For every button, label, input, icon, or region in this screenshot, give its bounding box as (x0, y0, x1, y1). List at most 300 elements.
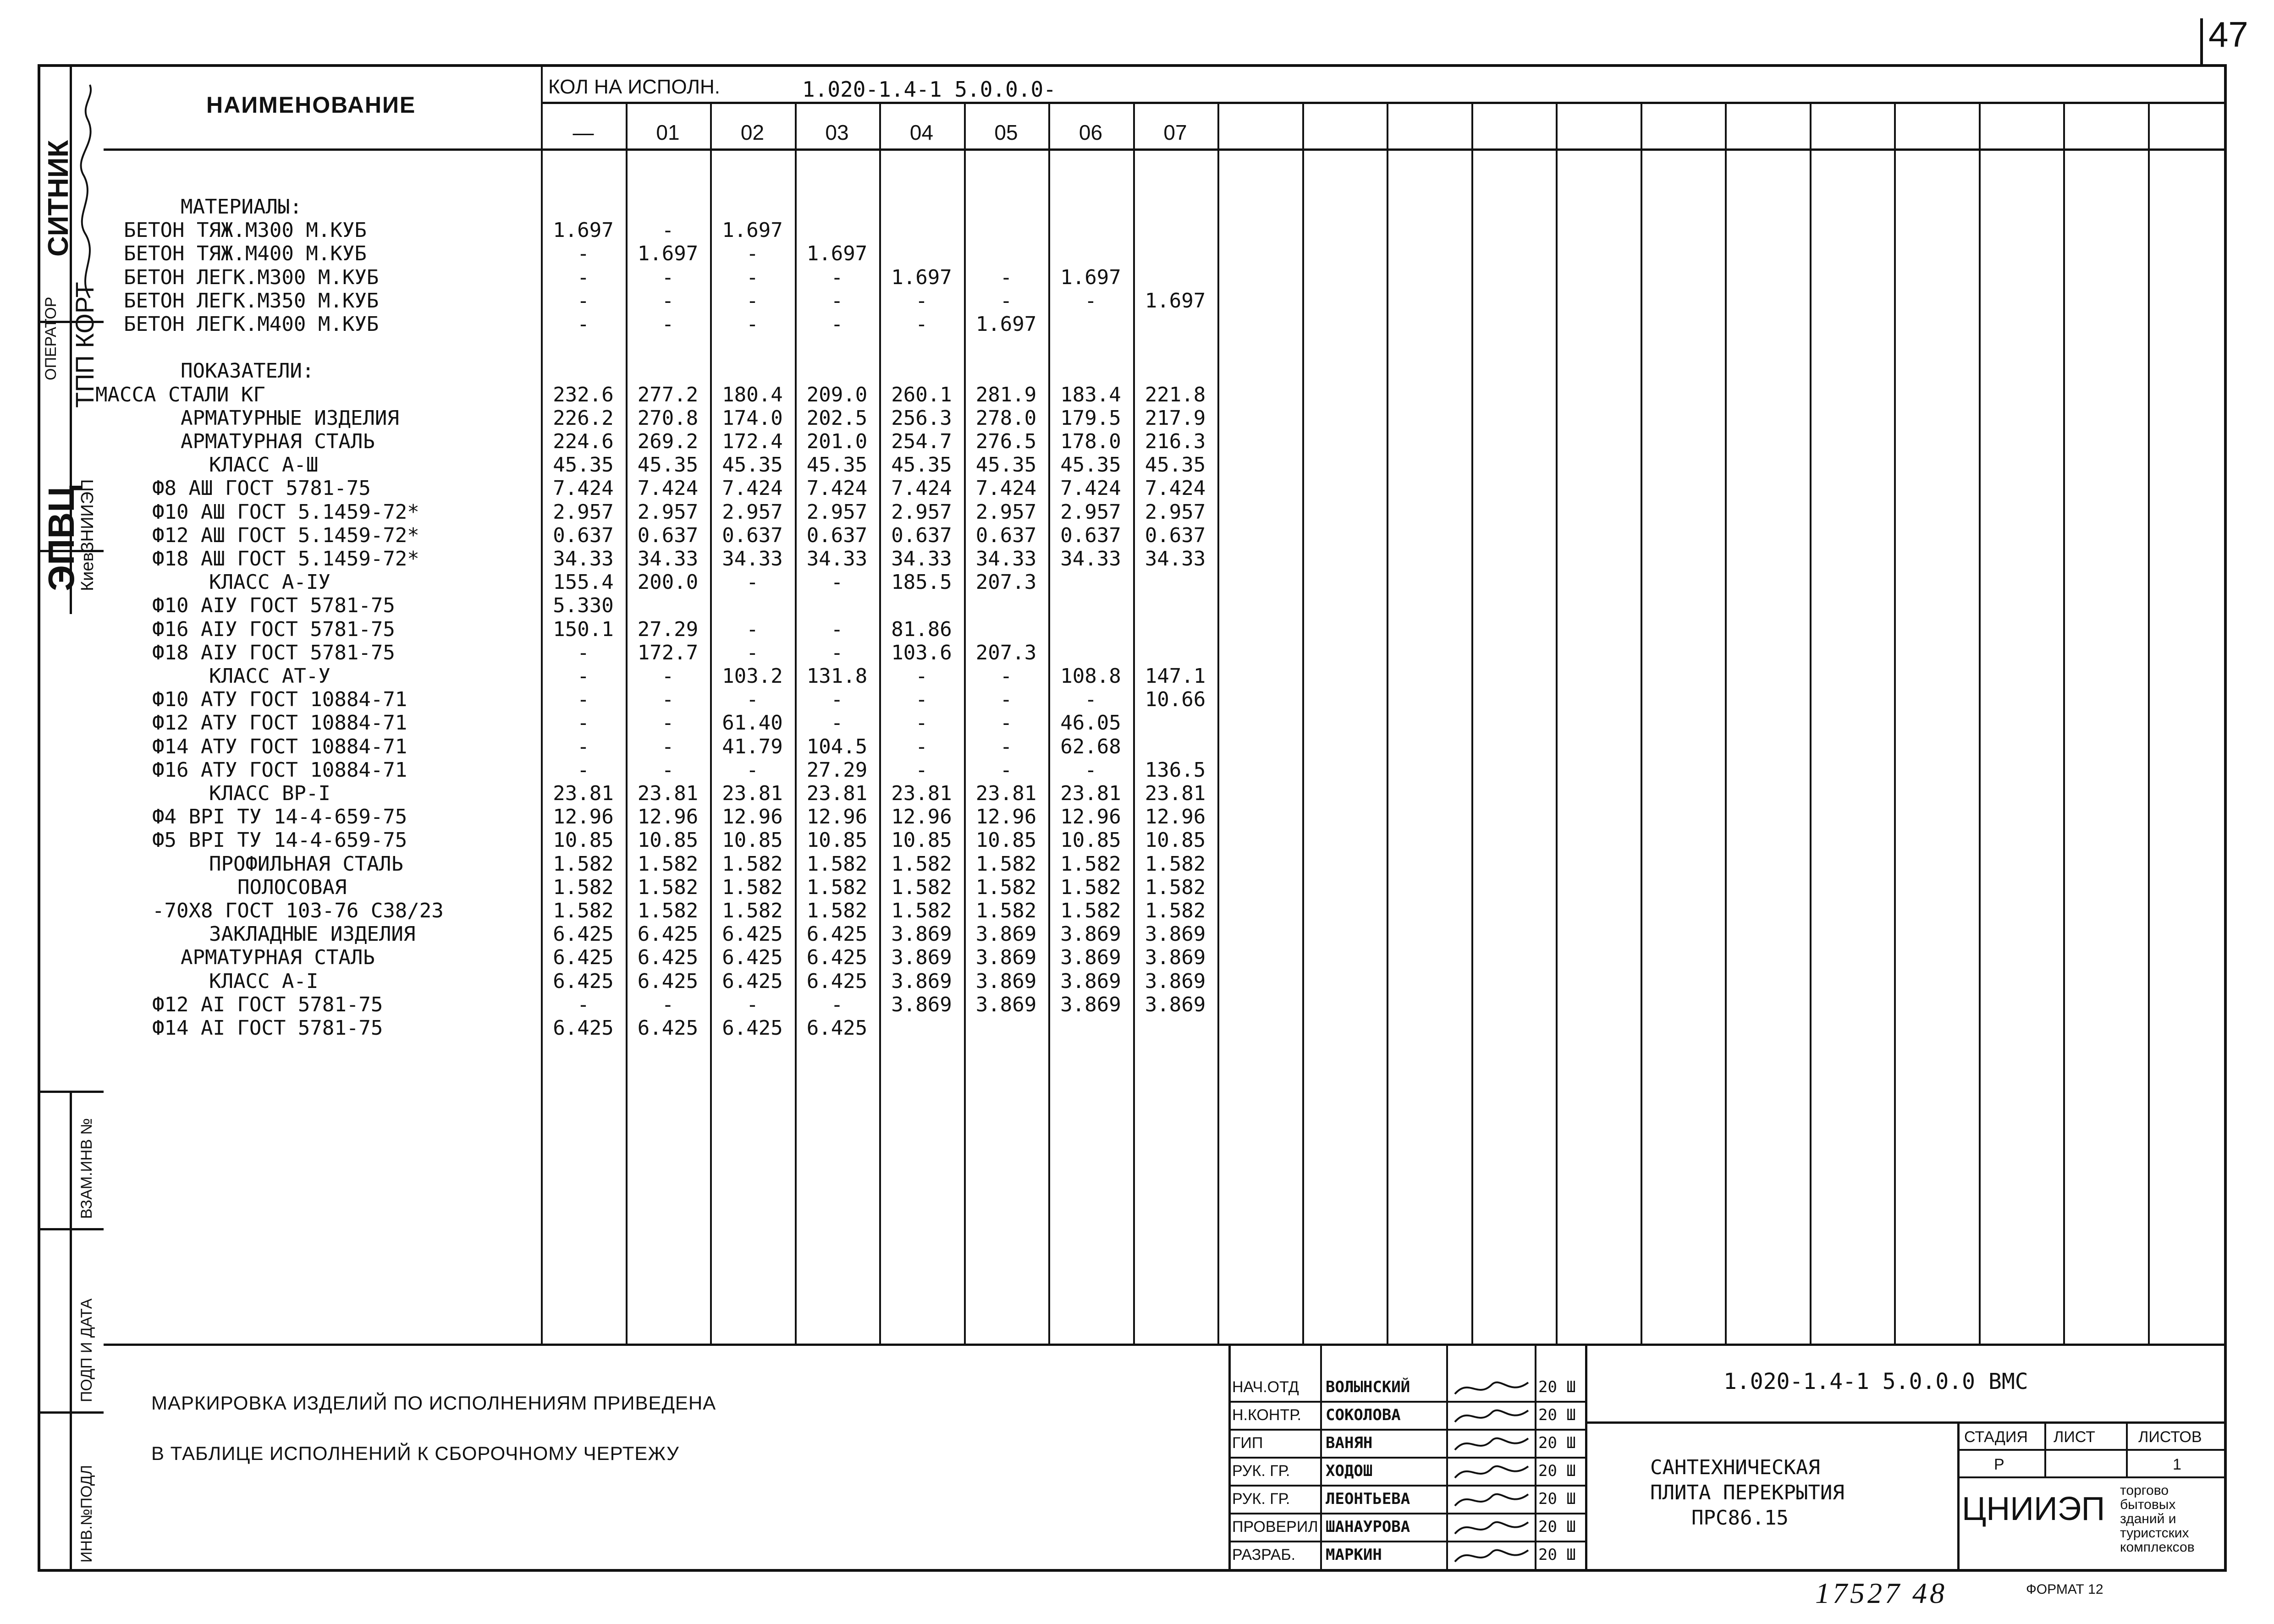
table-cell: 61.40 (722, 711, 783, 735)
table-cell: 3.869 (1060, 993, 1121, 1016)
row-label: Ф4 ВРI ТУ 14-4-659-75 (152, 805, 407, 829)
title-block-row-line (1228, 1457, 1585, 1459)
table-cell: - (915, 688, 928, 712)
table-cell: 1.582 (637, 852, 699, 876)
table-cell: 1.697 (553, 219, 614, 242)
table-cell: 172.4 (722, 430, 783, 453)
signature-role: НАЧ.ОТД (1232, 1378, 1299, 1396)
stamp-operator: ОПЕРАТОР (42, 296, 60, 380)
table-cell: - (661, 219, 674, 242)
table-cell: 1.582 (1060, 852, 1121, 876)
table-cell: 1.582 (975, 899, 1037, 922)
table-cell: 0.637 (722, 523, 783, 547)
table-cell: 1.582 (553, 875, 614, 899)
table-cell: 45.35 (553, 453, 614, 477)
org-subtitle-line: торгово (2120, 1483, 2169, 1498)
table-cell: - (831, 265, 843, 289)
row-label: КЛАСС А-IУ (209, 571, 330, 594)
table-cell: 12.96 (722, 805, 783, 829)
table-cell: - (1000, 735, 1013, 758)
row-label: БЕТОН ТЯЖ.М400 М.КУБ (124, 242, 367, 266)
table-cell: 1.582 (553, 899, 614, 922)
table-cell: - (831, 617, 843, 641)
table-cell: 23.81 (1145, 782, 1206, 805)
table-cell: 1.582 (806, 899, 868, 922)
table-cell: 6.425 (806, 946, 868, 970)
table-cell: - (577, 688, 589, 712)
table-cell: 10.66 (1145, 688, 1206, 712)
table-cell: 216.3 (1145, 430, 1206, 453)
table-cell: - (746, 641, 759, 664)
table-cell: 1.582 (722, 899, 783, 922)
variant-header: 05 (994, 121, 1018, 144)
variant-header: 02 (740, 121, 765, 144)
table-cell: - (661, 688, 674, 712)
row-label: ПОКАЗАТЕЛИ: (181, 359, 314, 383)
table-cell: - (915, 758, 928, 782)
table-cell: 183.4 (1060, 383, 1121, 406)
table-cell: 3.869 (1145, 969, 1206, 993)
table-cell: 108.8 (1060, 664, 1121, 688)
table-cell: 10.85 (637, 828, 699, 852)
table-cell: - (915, 313, 928, 336)
variant-header: 07 (1163, 121, 1187, 144)
table-cell: - (831, 688, 843, 712)
doc-title-2: ПЛИТА ПЕРЕКРЫТИЯ (1650, 1481, 1845, 1504)
row-label: Ф14 АI ГОСТ 5781-75 (152, 1016, 383, 1040)
signature-mark (1450, 1515, 1533, 1541)
table-cell: - (577, 758, 589, 782)
table-cell: 224.6 (553, 430, 614, 453)
variant-header: 06 (1079, 121, 1103, 144)
table-cell: 131.8 (806, 664, 868, 688)
table-cell: 260.1 (891, 383, 952, 406)
table-cell: 277.2 (637, 383, 699, 406)
table-cell: 6.425 (553, 1016, 614, 1040)
table-cell: 3.869 (891, 993, 952, 1016)
org-name: ЦНИИЭП (1962, 1491, 2105, 1527)
table-cell: - (746, 265, 759, 289)
signature-mark (1450, 1376, 1533, 1401)
column-divider (1133, 102, 1135, 1344)
table-cell: 3.869 (891, 969, 952, 993)
row-label: БЕТОН ЛЕГК.М350 М.КУБ (124, 289, 379, 313)
table-cell: 270.8 (637, 406, 699, 430)
row-label: АРМАТУРНАЯ СТАЛЬ (181, 946, 375, 970)
table-cell: 0.637 (1060, 523, 1121, 547)
table-cell: 27.29 (637, 617, 699, 641)
table-cell: 3.869 (1060, 922, 1121, 946)
table-cell: - (661, 289, 674, 313)
row-label: Ф14 АТУ ГОСТ 10884-71 (152, 735, 407, 758)
table-cell: 1.697 (637, 242, 699, 266)
table-cell: - (746, 688, 759, 712)
table-cell: - (746, 993, 759, 1016)
table-cell: 207.3 (975, 641, 1037, 664)
org-subtitle-line: бытовых (2120, 1497, 2176, 1512)
title-block-row-line (1228, 1429, 1585, 1431)
table-cell: 201.0 (806, 430, 868, 453)
table-cell: - (661, 265, 674, 289)
doc-title-3: ПРС86.15 (1691, 1506, 1789, 1530)
table-cell: 1.582 (637, 875, 699, 899)
table-cell: 1.582 (806, 852, 868, 876)
table-cell: 1.697 (891, 265, 952, 289)
table-cell: - (746, 242, 759, 266)
row-label: Ф18 АIУ ГОСТ 5781-75 (152, 641, 395, 664)
stamp-sitnik: СИТНИК (43, 140, 74, 257)
table-cell: 1.582 (1145, 875, 1206, 899)
table-cell: 103.6 (891, 641, 952, 664)
table-cell: 3.869 (975, 993, 1037, 1016)
row-label: Ф10 АШ ГОСТ 5.1459-72* (152, 500, 419, 524)
row-label: БЕТОН ЛЕГК.М300 М.КУБ (124, 265, 379, 289)
row-label: КЛАСС АТ-У (209, 664, 330, 688)
table-cell: 3.869 (975, 922, 1037, 946)
row-label: БЕТОН ЛЕГК.М400 М.КУБ (124, 313, 379, 336)
table-cell: 226.2 (553, 406, 614, 430)
row-label: Ф12 АI ГОСТ 5781-75 (152, 993, 383, 1016)
table-cell: 1.582 (637, 899, 699, 922)
row-label: Ф12 АТУ ГОСТ 10884-71 (152, 711, 407, 735)
title-block-row-line (1228, 1485, 1585, 1487)
signature-date: 20 Ш (1538, 1462, 1576, 1480)
row-label: КЛАСС А-I (209, 969, 319, 993)
table-cell: 1.582 (891, 852, 952, 876)
table-cell: - (661, 711, 674, 735)
table-cell: 3.869 (975, 946, 1037, 970)
column-divider (1725, 102, 1727, 1344)
table-cell: 207.3 (975, 571, 1037, 594)
table-cell: 185.5 (891, 571, 952, 594)
table-cell: 0.637 (975, 523, 1037, 547)
signature-role: ГИП (1232, 1434, 1263, 1452)
table-cell: 1.697 (722, 219, 783, 242)
title-block-row-line (1228, 1401, 1585, 1403)
signature-date: 20 Ш (1538, 1546, 1576, 1564)
table-cell: 1.697 (975, 313, 1037, 336)
header-designation: 1.020-1.4-1 5.0.0.0- (802, 77, 1056, 102)
header-line-1 (541, 102, 2227, 104)
table-cell: - (915, 289, 928, 313)
stamp-inv-podl: ИНВ.№ПОДЛ (78, 1465, 95, 1563)
table-cell: - (1000, 265, 1013, 289)
table-cell: 45.35 (637, 453, 699, 477)
table-cell: 6.425 (637, 946, 699, 970)
table-cell: 1.582 (1060, 899, 1121, 922)
table-cell: 6.425 (806, 1016, 868, 1040)
table-cell: 0.637 (637, 523, 699, 547)
table-cell: 155.4 (553, 571, 614, 594)
table-cell: 103.2 (722, 664, 783, 688)
table-cell: 7.424 (553, 477, 614, 500)
table-cell: - (831, 993, 843, 1016)
table-cell: 2.957 (975, 500, 1037, 524)
stage-value: Р (1994, 1456, 2004, 1473)
table-cell: - (577, 242, 589, 266)
row-label: ПРОФИЛЬНАЯ СТАЛЬ (209, 852, 403, 876)
signature-mark (1450, 1487, 1533, 1513)
signature-date: 20 Ш (1538, 1378, 1576, 1396)
table-cell: - (746, 289, 759, 313)
column-divider (1894, 102, 1896, 1344)
table-cell: 3.869 (1145, 993, 1206, 1016)
table-cell: 27.29 (806, 758, 868, 782)
variant-header: 04 (909, 121, 934, 144)
table-cell: 7.424 (1060, 477, 1121, 500)
signer-name: ВОЛЫНСКИЙ (1326, 1378, 1410, 1396)
table-cell: 0.637 (891, 523, 952, 547)
org-subtitle (2120, 1483, 2195, 1554)
table-cell: 23.81 (637, 782, 699, 805)
table-cell: 281.9 (975, 383, 1037, 406)
table-cell: - (1000, 758, 1013, 782)
table-cell: 179.5 (1060, 406, 1121, 430)
signature-mark (1450, 1404, 1533, 1429)
column-divider (1556, 102, 1558, 1344)
table-cell: 34.33 (975, 547, 1037, 571)
row-label: Ф16 АIУ ГОСТ 5781-75 (152, 617, 395, 641)
column-divider (1302, 102, 1304, 1344)
signature-mark (1450, 1432, 1533, 1457)
table-cell: 10.85 (1145, 828, 1206, 852)
table-cell: 0.637 (553, 523, 614, 547)
table-cell: - (746, 617, 759, 641)
table-cell: 2.957 (722, 500, 783, 524)
table-cell: 10.85 (1060, 828, 1121, 852)
table-cell: 6.425 (722, 969, 783, 993)
table-cell: - (577, 711, 589, 735)
table-cell: 7.424 (891, 477, 952, 500)
table-cell: - (831, 571, 843, 594)
table-cell: 6.425 (806, 969, 868, 993)
signature-mark (1450, 1543, 1533, 1569)
row-label: Ф10 АТУ ГОСТ 10884-71 (152, 688, 407, 712)
stamp-tpp-kort: ТПП КОРТ (70, 282, 99, 408)
org-subtitle-line: комплексов (2120, 1540, 2195, 1555)
table-cell: 200.0 (637, 571, 699, 594)
title-block-row-line (1228, 1541, 1585, 1542)
doc-code: 1.020-1.4-1 5.0.0.0 ВМС (1723, 1369, 2028, 1394)
table-cell: 23.81 (722, 782, 783, 805)
table-cell: - (1000, 664, 1013, 688)
table-cell: 254.7 (891, 430, 952, 453)
format-label: ФОРМАТ 12 (2026, 1582, 2103, 1597)
table-cell: 7.424 (722, 477, 783, 500)
column-divider (1641, 102, 1642, 1344)
row-label: АРМАТУРНЫЕ ИЗДЕЛИЯ (181, 406, 399, 430)
table-cell: 23.81 (806, 782, 868, 805)
table-cell: 45.35 (1145, 453, 1206, 477)
table-cell: 23.81 (1060, 782, 1121, 805)
signature-date: 20 Ш (1538, 1434, 1576, 1452)
row-label: КЛАСС А-Ш (209, 453, 319, 477)
table-cell: - (661, 758, 674, 782)
table-cell: 217.9 (1145, 406, 1206, 430)
table-cell: 104.5 (806, 735, 868, 758)
table-cell: 7.424 (1145, 477, 1206, 500)
variant-header: 03 (825, 121, 849, 144)
table-cell: 12.96 (806, 805, 868, 829)
column-divider (2148, 102, 2150, 1344)
table-cell: 23.81 (975, 782, 1037, 805)
table-cell: - (577, 313, 589, 336)
sheet-label: ЛИСТ (2054, 1428, 2095, 1446)
row-label: Ф16 АТУ ГОСТ 10884-71 (152, 758, 407, 782)
table-cell: 3.869 (1060, 946, 1121, 970)
header-line-2 (104, 148, 2227, 151)
table-cell: 1.582 (975, 875, 1037, 899)
table-cell: 41.79 (722, 735, 783, 758)
header-name: НАИМЕНОВАНИЕ (206, 92, 416, 118)
table-cell: 6.425 (806, 922, 868, 946)
table-cell: 45.35 (891, 453, 952, 477)
table-cell: 232.6 (553, 383, 614, 406)
row-label: АРМАТУРНАЯ СТАЛЬ (181, 430, 375, 453)
table-cell: - (577, 993, 589, 1016)
row-label: ПОЛОСОВАЯ (237, 875, 347, 899)
signature-role: РАЗРАБ. (1232, 1546, 1296, 1564)
header-qty-label: КОЛ НА ИСПОЛН. (548, 76, 720, 98)
table-cell: 2.957 (553, 500, 614, 524)
stamp-podp-data: ПОДП И ДАТА (78, 1298, 95, 1402)
table-cell: - (915, 735, 928, 758)
table-cell: 150.1 (553, 617, 614, 641)
sheets-label: ЛИСТОВ (2138, 1428, 2202, 1446)
table-cell: 6.425 (637, 1016, 699, 1040)
table-cell: 6.425 (722, 946, 783, 970)
column-divider (1387, 102, 1388, 1344)
table-cell: - (577, 664, 589, 688)
table-cell: 1.582 (891, 875, 952, 899)
signer-name: ЛЕОНТЬЕВА (1326, 1490, 1410, 1508)
table-cell: - (1085, 758, 1097, 782)
stamp-kievzniiep: КиевЗНИИЭП (78, 479, 97, 591)
table-cell: - (1000, 711, 1013, 735)
stamp-epvc: ЭПВЦ (41, 485, 82, 591)
table-cell: 174.0 (722, 406, 783, 430)
note-line-1: МАРКИРОВКА ИЗДЕЛИЙ ПО ИСПОЛНЕНИЯМ ПРИВЕДЕНА (151, 1392, 716, 1414)
table-cell: 81.86 (891, 617, 952, 641)
table-cell: - (746, 758, 759, 782)
row-label: Ф8 АШ ГОСТ 5781-75 (152, 477, 371, 500)
table-cell: 202.5 (806, 406, 868, 430)
table-cell: 62.68 (1060, 735, 1121, 758)
table-cell: 34.33 (637, 547, 699, 571)
table-cell: - (746, 571, 759, 594)
table-cell: - (661, 735, 674, 758)
column-divider (1471, 102, 1473, 1344)
signature-role: Н.КОНТР. (1232, 1406, 1301, 1424)
column-divider (1979, 102, 1981, 1344)
signature-date: 20 Ш (1538, 1490, 1576, 1508)
row-label: МАССА СТАЛИ КГ (95, 383, 265, 406)
table-cell: 1.582 (1060, 875, 1121, 899)
table-cell: 2.957 (1060, 500, 1121, 524)
table-cell: - (831, 641, 843, 664)
table-cell: 45.35 (806, 453, 868, 477)
table-cell: 3.869 (975, 969, 1037, 993)
signature-role: ПРОВЕРИЛ (1232, 1518, 1318, 1536)
table-cell: - (577, 289, 589, 313)
page-number: 47 (2208, 14, 2248, 55)
table-cell: 256.3 (891, 406, 952, 430)
table-cell: 6.425 (637, 969, 699, 993)
table-cell: 276.5 (975, 430, 1037, 453)
table-cell: 12.96 (1060, 805, 1121, 829)
table-cell: - (661, 664, 674, 688)
table-cell: 6.425 (722, 1016, 783, 1040)
table-cell: 12.96 (637, 805, 699, 829)
row-label: МАТЕРИАЛЫ: (181, 195, 302, 219)
row-label: КЛАСС ВР-I (209, 782, 330, 805)
row-label: Ф5 ВРI ТУ 14-4-659-75 (152, 828, 407, 852)
table-cell: 10.85 (553, 828, 614, 852)
table-cell: 12.96 (1145, 805, 1206, 829)
table-cell: - (831, 313, 843, 336)
table-cell: - (746, 313, 759, 336)
table-cell: 45.35 (722, 453, 783, 477)
table-cell: 0.637 (806, 523, 868, 547)
table-cell: 147.1 (1145, 664, 1206, 688)
table-cell: 1.582 (722, 875, 783, 899)
table-cell: - (831, 289, 843, 313)
table-cell: 23.81 (553, 782, 614, 805)
signature-role: РУК. ГР. (1232, 1462, 1290, 1480)
table-cell: 1.582 (1145, 899, 1206, 922)
table-cell: 3.869 (1060, 969, 1121, 993)
table-cell: 1.582 (553, 852, 614, 876)
table-cell: 23.81 (891, 782, 952, 805)
note-line-2: В ТАБЛИЦЕ ИСПОЛНЕНИЙ К СБОРОЧНОМУ ЧЕРТЕЖУ (151, 1443, 679, 1464)
handwritten-number: 17527 48 (1815, 1577, 1947, 1609)
table-cell: - (915, 664, 928, 688)
table-cell: 34.33 (1145, 547, 1206, 571)
table-cell: 3.869 (1145, 946, 1206, 970)
row-label: БЕТОН ТЯЖ.М300 М.КУБ (124, 219, 367, 242)
title-block-row-line (1228, 1513, 1585, 1514)
table-cell: 1.582 (722, 852, 783, 876)
table-cell: 10.85 (806, 828, 868, 852)
column-divider (1217, 102, 1219, 1344)
table-cell: 1.697 (1060, 265, 1121, 289)
table-cell: 10.85 (975, 828, 1037, 852)
table-cell: 1.582 (891, 899, 952, 922)
signature-mark (1450, 1459, 1533, 1485)
table-cell: 6.425 (553, 946, 614, 970)
table-cell: 0.637 (1145, 523, 1206, 547)
table-cell: 1.582 (975, 852, 1037, 876)
table-cell: - (661, 313, 674, 336)
table-cell: 10.85 (722, 828, 783, 852)
table-cell: 7.424 (637, 477, 699, 500)
table-cell: - (1085, 289, 1097, 313)
table-cell: 3.869 (891, 946, 952, 970)
table-cell: 2.957 (891, 500, 952, 524)
variant-header: 01 (656, 121, 680, 144)
title-block (1228, 1344, 2227, 1572)
doc-title-1: САНТЕХНИЧЕСКАЯ (1650, 1456, 1820, 1479)
table-cell: 1.697 (806, 242, 868, 266)
row-label: -70Х8 ГОСТ 103-76 С38/23 (152, 899, 444, 922)
table-cell: 6.425 (553, 922, 614, 946)
table-cell: - (577, 265, 589, 289)
table-cell: 5.330 (553, 594, 614, 618)
table-cell: 269.2 (637, 430, 699, 453)
signer-name: ВАНЯН (1326, 1434, 1373, 1452)
table-cell: 34.33 (553, 547, 614, 571)
table-cell: 34.33 (722, 547, 783, 571)
